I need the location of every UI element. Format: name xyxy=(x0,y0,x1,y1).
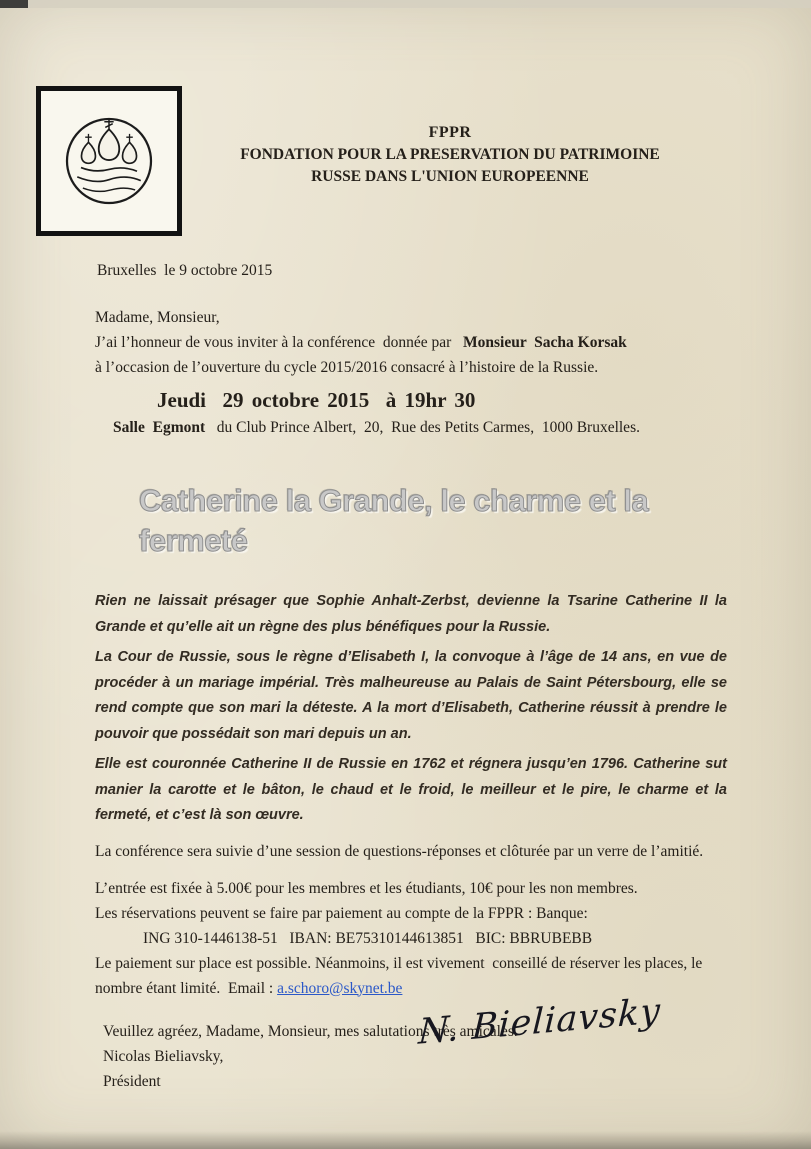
abstract-paragraph: Elle est couronnée Catherine II de Russie en 1762 et régnera jusqu’en 1796. Catherine sut manier la carotte et le bâton, le chaud et le froid, le meilleur et le pire, le charme et la fermeté, et c’est là son œuvre. xyxy=(95,756,727,823)
pricing-line: L’entrée est fixée à 5.00€ pour les membres et les étudiants, 10€ pour les non membres. xyxy=(95,879,638,897)
scan-artifact-bottom xyxy=(0,1131,811,1149)
org-name-line1: FONDATION POUR LA PRESERVATION DU PATRIMOINE xyxy=(240,146,660,163)
event-datetime: Jeudi 29 octobre 2015 à 19hr 30 xyxy=(157,388,476,412)
speaker-name: Monsieur Sacha Korsak xyxy=(462,334,627,351)
lecture-abstract xyxy=(95,589,727,829)
venue-name: Salle Egmont xyxy=(113,419,206,436)
org-name-line2: RUSSE DANS L'UNION EUROPEENNE xyxy=(311,168,589,185)
followup-note: La conférence sera suivie d’une session de questions-réponses et clôturée par un verre de l’amitié. xyxy=(95,842,704,860)
abstract-paragraph: Rien ne laissait présager que Sophie Anhalt-Zerbst, devienne la Tsarine Catherine II la Grande et qu’elle ait un règne des plus bénéfiques pour la Russie. xyxy=(95,593,727,635)
org-acronym: FPPR xyxy=(428,124,472,141)
signer-title: Président xyxy=(103,1072,161,1090)
handwritten-signature: N. Bieliavsky xyxy=(417,991,662,1053)
invitation-line1 xyxy=(95,330,727,355)
reservation-line: Les réservations peuvent se faire par paiement au compte de la FPPR : Banque: xyxy=(95,904,588,922)
salutation: Madame, Monsieur, xyxy=(95,309,220,326)
letterhead xyxy=(150,122,750,188)
venue-line xyxy=(113,415,727,441)
invitation-prefix: J’ai l’honneur de vous inviter à la conférence donnée par xyxy=(95,334,463,351)
bank-details: ING 310-1446138-51 IBAN: BE75310144613851 BIC: BBRUBEBB xyxy=(143,929,593,947)
payment-text: Le paiement sur place est possible. Néanmoins, il est vivement conseillé de réserver les places, le nombre étant limité. Email : xyxy=(95,954,707,997)
farewell-line: Veuillez agréez, Madame, Monsieur, mes salutations très amicales. xyxy=(103,1022,518,1040)
email-link[interactable]: a.schoro@skynet.be xyxy=(277,979,403,997)
letter-body xyxy=(95,260,727,1094)
scan-artifact-top xyxy=(0,0,811,8)
invitation-line2: à l’occasion de l’ouverture du cycle 2015/2016 consacré à l’histoire de la Russie. xyxy=(95,359,599,376)
scan-artifact-corner xyxy=(0,0,28,8)
venue-address: du Club Prince Albert, 20, Rue des Petits Carmes, 1000 Bruxelles. xyxy=(205,419,640,436)
signer-name: Nicolas Bieliavsky, xyxy=(103,1047,224,1065)
church-domes-logo-icon xyxy=(53,105,165,217)
dateline: Bruxelles le 9 octobre 2015 xyxy=(97,262,273,279)
abstract-paragraph: La Cour de Russie, sous le règne d’Elisabeth I, la convoque à l’âge de 14 ans, en vue de procéder à un mariage impérial. Très malheureuse au Palais de Saint Pétersbourg, elle se rend compte que son mari la déteste. A la mort d’Elisabeth, Catherine réussit à prendre le pouvoir que possédait son mari depuis un an. xyxy=(95,649,727,742)
lecture-title: Catherine la Grande, le charme et la fermeté xyxy=(139,483,649,558)
